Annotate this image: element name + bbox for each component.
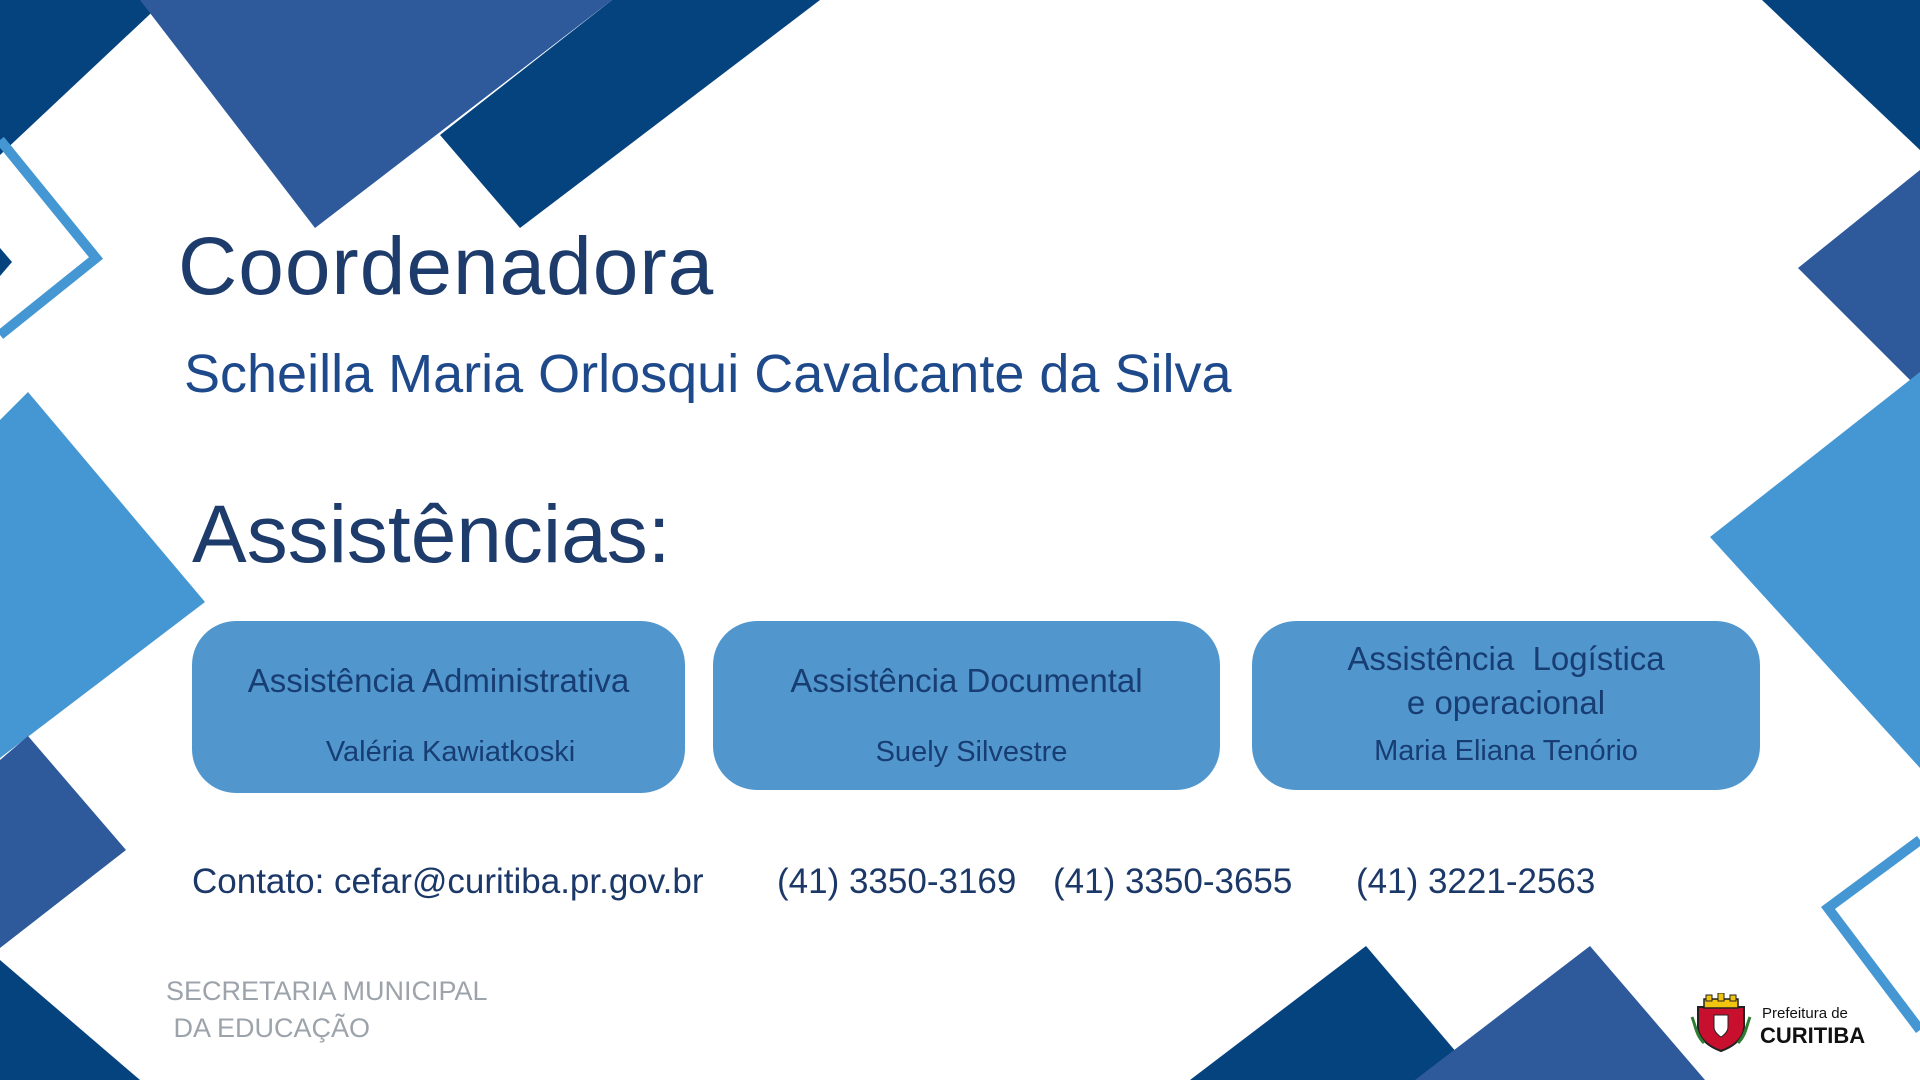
contact-phone-1: (41) 3350-3169 xyxy=(777,862,1017,901)
contact-phone-3: (41) 3221-2563 xyxy=(1356,862,1596,901)
card-title: Assistência Administrativa xyxy=(247,662,630,699)
secretaria-line-1: SECRETARIA MUNICIPAL xyxy=(166,976,488,1006)
card-person-name: Valéria Kawiatkoski xyxy=(325,736,576,768)
secretaria-label xyxy=(166,973,488,1047)
contact-email: Contato: cefar@curitiba.pr.gov.br xyxy=(192,862,704,901)
card-title-line-1: Assistência Logística xyxy=(1347,640,1665,677)
shape-top-left-outline xyxy=(0,140,96,335)
logo-text-curitiba: CURITIBA xyxy=(1760,1023,1866,1048)
prefeitura-curitiba-logo xyxy=(1690,993,1866,1053)
card-title: Assistência Documental xyxy=(790,662,1143,699)
shape-top-left-dark xyxy=(0,0,165,155)
page-title: Coordenadora xyxy=(178,221,715,312)
curitiba-coat-of-arms-icon xyxy=(1690,993,1752,1053)
shape-bottom-left-dark xyxy=(0,960,140,1080)
card-title-line-2: e operacional xyxy=(1406,684,1606,721)
shape-top-right-dark xyxy=(1762,0,1920,150)
assistances-heading: Assistências: xyxy=(192,489,671,580)
card-person-name: Maria Eliana Tenório xyxy=(1374,735,1638,767)
card-assistencia-documental xyxy=(713,621,1220,790)
card-assistencia-administrativa xyxy=(192,621,685,793)
shape-left-mid xyxy=(0,736,126,948)
secretaria-line-2: DA EDUCAÇÃO xyxy=(173,1013,371,1043)
shape-right-mid xyxy=(1798,170,1920,390)
coordinator-name: Scheilla Maria Orlosqui Cavalcante da Silva xyxy=(184,344,1232,404)
shape-bottom-right-dark xyxy=(1190,946,1480,1080)
card-title xyxy=(1252,637,1760,725)
card-person-name: Suely Silvestre xyxy=(875,736,1068,768)
contact-phone-2: (41) 3350-3655 xyxy=(1053,862,1293,901)
card-assistencia-logistica xyxy=(1252,621,1760,790)
shape-bottom-right-mid xyxy=(1415,946,1705,1080)
shape-left-light xyxy=(0,392,205,758)
logo-text-prefeitura: Prefeitura de xyxy=(1762,1005,1848,1022)
shape-left-notch xyxy=(0,248,12,276)
